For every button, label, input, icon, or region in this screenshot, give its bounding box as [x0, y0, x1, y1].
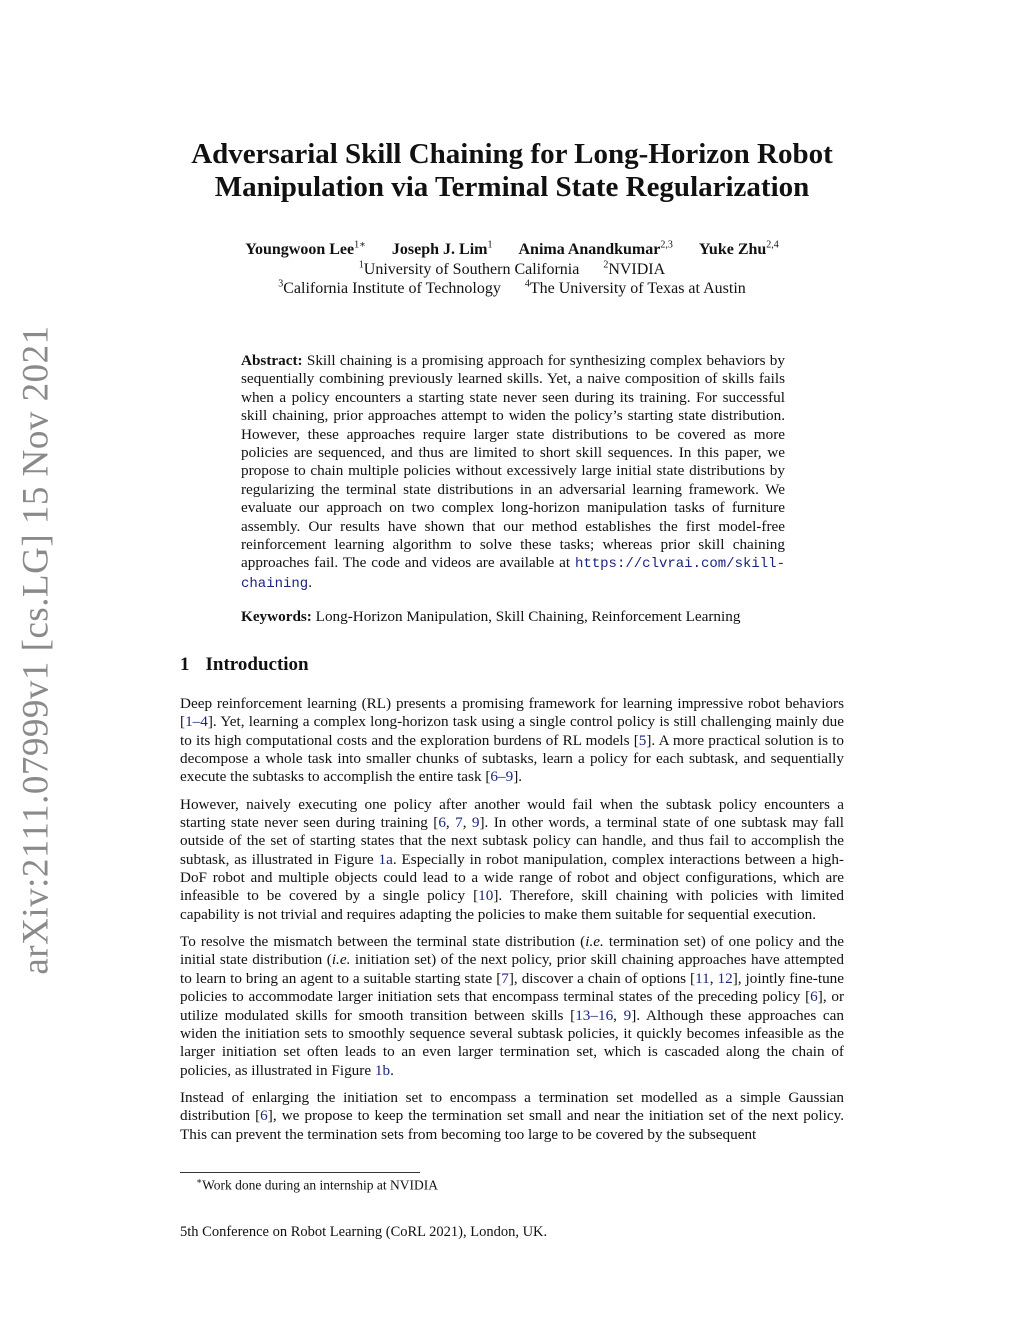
keywords-label: Keywords:: [241, 608, 312, 625]
affiliation: $^2$NVIDIA: [603, 260, 666, 279]
keywords-text: Long-Horizon Manipulation, Skill Chaining, Reinforcement Learning: [315, 608, 741, 625]
paper-title: [150, 138, 874, 204]
citation-link[interactable]: 10: [478, 887, 494, 905]
keywords: [241, 608, 801, 626]
figure-link[interactable]: 1a: [378, 850, 393, 868]
footnote-rule: [180, 1172, 420, 1173]
abstract-text: Skill chaining is a promising approach for synthesizing complex behaviors by sequentially combining previously learned skills. Yet, a naive composition of skills fails when a policy encounters a starting state never seen during its training. For successful skill chaining, prior approaches attempt to widen the policy’s starting state distribution. However, these approaches require larger state distributions to be covered as more policies are sequenced, and thus are limited to short skill sequences. In this paper, we propose to chain multiple policies without excessively large initial state distributions by regularizing the terminal state distributions in an adversarial learning framework. We evaluate our approach on two complex long-horizon manipulation tasks of furniture assembly. Our results have shown that our method establishes the first model-free reinforcement learning algorithm to solve these tasks; whereas prior skill chaining approaches fail. The code and videos are available at: [241, 352, 785, 572]
citation-link[interactable]: 6: [810, 988, 818, 1006]
title-line-1: Adversarial Skill Chaining for Long-Horizon Robot: [191, 138, 833, 170]
venue-footer: 5th Conference on Robot Learning (CoRL 2021), London, UK.: [180, 1224, 548, 1240]
abstract: Abstract: Skill chaining is a promising approach for synthesizing complex behaviors by sequentially combining previously learned skills. Yet, a naive composition of skills fails when a policy encounters a starting state never seen during its training. For successful skill chaining, prior approaches attempt to widen the policy’s starting state distribution. However, these approaches require larger state distributions to be covered as more policies are sequenced, and thus are limited to short skill sequences. In this paper, we propose to chain multiple policies without excessively large initial state distributions by regularizing the terminal state distributions in an adversarial learning framework. We evaluate our approach on two complex long-horizon manipulation tasks of furniture assembly. Our results have shown that our method establishes the first model-free reinforcement learning algorithm to solve these tasks; whereas prior skill chaining approaches fail. The code and videos are available at https://clvrai.com/skill-chaining.: [241, 352, 785, 592]
citation-link[interactable]: 13–16: [575, 1006, 614, 1024]
arxiv-sidebar: [8, 325, 64, 975]
author: Joseph J. Lim$^1$: [391, 240, 493, 259]
section-number: 1: [180, 654, 190, 675]
author: Anima Anandkumar$^{2,3}$: [518, 240, 673, 259]
affiliation: $^1$University of Southern California: [358, 260, 580, 279]
author: Youngwoon Lee$^{1∗}$: [245, 240, 366, 259]
project-link[interactable]: https://clvrai.com/skill-chaining: [241, 556, 785, 592]
citation-link[interactable]: 5: [638, 731, 647, 749]
figure-link[interactable]: 1b: [374, 1061, 391, 1079]
arxiv-identifier: arXiv:2111.07999v1 [cs.LG] 15 Nov 2021: [15, 325, 57, 975]
paragraph: Deep reinforcement learning (RL) presents a promising framework for learning impressive robot behaviors [1–4]. Yet, learning a complex long-horizon task using a single control policy is still challenging mainly due to its high computational costs and the exploration burdens of RL models [5]. A more practical solution is to decompose a whole task into smaller chunks of subtasks, learn a policy for each subtask, and sequentially execute the subtasks to accomplish the entire task [6–9].: [180, 695, 844, 786]
citation-link[interactable]: 7: [455, 814, 463, 832]
section-heading: [180, 654, 309, 676]
intro-body: [180, 695, 844, 1153]
citation-link[interactable]: 7: [501, 969, 509, 987]
citation-link[interactable]: 6–9: [490, 768, 514, 786]
author: Yuke Zhu$^{2,4}$: [698, 240, 779, 259]
title-line-2: Manipulation via Terminal State Regularization: [214, 171, 810, 203]
citation-link[interactable]: 9: [471, 814, 480, 832]
section-title: Introduction: [205, 654, 309, 675]
citation-link[interactable]: 6: [260, 1107, 268, 1125]
citation-link[interactable]: 12: [717, 969, 733, 987]
citation-link[interactable]: 9: [623, 1006, 632, 1024]
citation-link[interactable]: 11: [695, 969, 710, 987]
paragraph: Instead of enlarging the initiation set to encompass a termination set modelled as a simple Gaussian distribution [6], we propose to keep the termination set small and near the initiation set of the next policy. This can prevent the termination sets from becoming too large to be covered by the subsequent: [180, 1088, 844, 1143]
abstract-label: Abstract:: [241, 352, 303, 369]
affiliation-line-2: [150, 275, 874, 298]
footnote: ∗Work done during an internship at NVIDIA: [196, 1176, 438, 1193]
citation-link[interactable]: 1–4: [185, 713, 208, 731]
citation-link[interactable]: 6: [438, 814, 446, 832]
affiliation: $^3$California Institute of Technology: [278, 279, 501, 298]
paragraph: However, naively executing one policy after another would fail when the subtask policy encounters a starting state never seen during training [6, 7, 9]. In other words, a terminal state of one subtask may fall outside of the set of starting states that the next subtask policy can handle, and thus fail to accomplish the subtask, as illustrated in Figure 1a. Especially in robot manipulation, complex interactions between a high-DoF robot and multiple objects could lead to a wide range of robot and object configurations, which are infeasible to be covered by a single policy [10]. Therefore, skill chaining with policies with limited capability is not trivial and requires adapting the policies to make them suitable for sequential execution.: [180, 795, 845, 923]
paragraph: To resolve the mismatch between the terminal state distribution (i.e. termination set) of one policy and the initial state distribution (i.e. initiation set) of the next policy, prior skill chaining approaches have attempted to learn to bring an agent to a suitable starting state [7], discover a chain of options [11, 12], jointly fine-tune policies to accommodate larger initiation sets that encompass terminal states of the preceding policy [6], or utilize modulated skills for smooth transition between skills [13–16, 9]. Although these approaches can widen the initiation sets to smoothly sequence several subtask policies, it quickly becomes infeasible as the larger initiation set often leads to an even larger termination set, which is cascaded along the chain of policies, as illustrated in Figure 1b.: [180, 933, 845, 1079]
affiliation: $^4$The University of Texas at Austin: [524, 279, 746, 298]
